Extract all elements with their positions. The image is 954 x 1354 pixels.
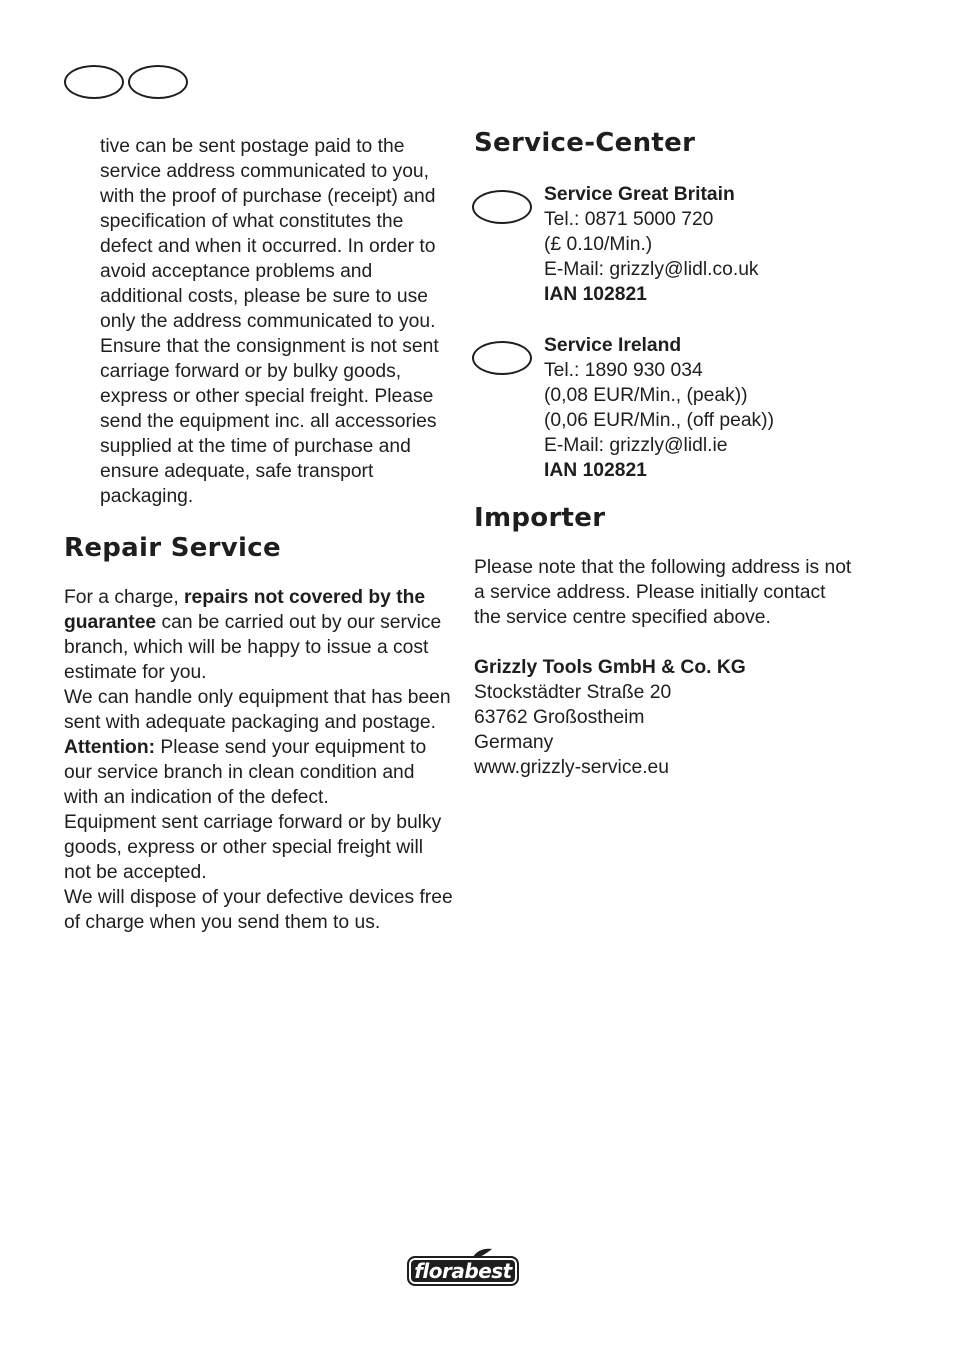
importer-country: Germany [474, 732, 554, 753]
ie-rate-offpeak: (0,06 EUR/Min., (off peak)) [544, 410, 775, 431]
gb-ian: IAN 102821 [544, 284, 647, 305]
ie-rate-peak: (0,08 EUR/Min., (peak)) [544, 385, 748, 406]
repair-intro-paragraph [64, 585, 454, 685]
service-center-heading: Service-Center [474, 128, 696, 158]
gb-rate: (£ 0.10/Min.) [544, 234, 653, 255]
dispose-text: We will dispose of your defective devices free of charge when you send them to us. [64, 887, 453, 933]
language-oval-right [128, 65, 188, 99]
left-column [64, 134, 454, 935]
attention-label: Attention: [64, 737, 156, 758]
attention-paragraph [64, 735, 454, 810]
importer-street: Stockstädter Straße 20 [474, 682, 672, 703]
service-ireland [544, 333, 874, 483]
warranty-continuation-text: tive can be sent postage paid to the service address communicated to you, with the proof of purchase (receipt) and specification of what constitutes the defect and when it occurred. In order to avoid acceptance problems and additional costs, please be sure to use only the address communicated to you. Ensure that the consignment is not sent carriage forward or by bulky goods, express or other special freight. Please send the equipment inc. all accessories supplied at the time of purchase and ensure adequate, safe transport packaging. [100, 136, 439, 507]
florabest-logo [407, 1250, 519, 1288]
gb-title: Service Great Britain [544, 184, 735, 205]
repair-service-heading: Repair Service [64, 533, 281, 563]
importer-website: www.grizzly-service.eu [474, 757, 669, 778]
importer-company: Grizzly Tools GmbH & Co. KG [474, 657, 746, 678]
country-oval-ie [472, 341, 532, 375]
country-oval-gb [472, 190, 532, 224]
gb-tel: Tel.: 0871 5000 720 [544, 209, 714, 230]
gb-email: E-Mail: grizzly@lidl.co.uk [544, 259, 759, 280]
language-oval-left [64, 65, 124, 99]
importer-city: 63762 Großostheim [474, 707, 645, 728]
repair-packaging-text: We can handle only equipment that has been sent with adequate packaging and postage. [64, 687, 451, 733]
ie-ian: IAN 102821 [544, 460, 647, 481]
repair-intro-bold: repairs not covered by the guarantee [64, 587, 426, 633]
attention-text: Please send your equipment to our service branch in clean condition and with an indication of the defect. [64, 737, 427, 808]
importer-address [474, 655, 874, 780]
importer-note: Please note that the following address is not a service address. Please initially contact the service centre specified above. [474, 557, 852, 628]
freight-text: Equipment sent carriage forward or by bulky goods, express or other special freight will not be accepted. [64, 812, 442, 883]
importer-heading: Importer [474, 503, 606, 533]
right-column [474, 126, 874, 780]
ie-email: E-Mail: grizzly@lidl.ie [544, 435, 728, 456]
service-great-britain [544, 182, 874, 307]
ie-tel: Tel.: 1890 930 034 [544, 360, 703, 381]
repair-intro-prefix: For a charge, [64, 587, 185, 608]
ie-title: Service Ireland [544, 335, 682, 356]
repair-intro-suffix: can be carried out by our service branch, which will be happy to issue a cost estimate for you. [64, 612, 442, 683]
logo-text: florabest [414, 1259, 512, 1283]
